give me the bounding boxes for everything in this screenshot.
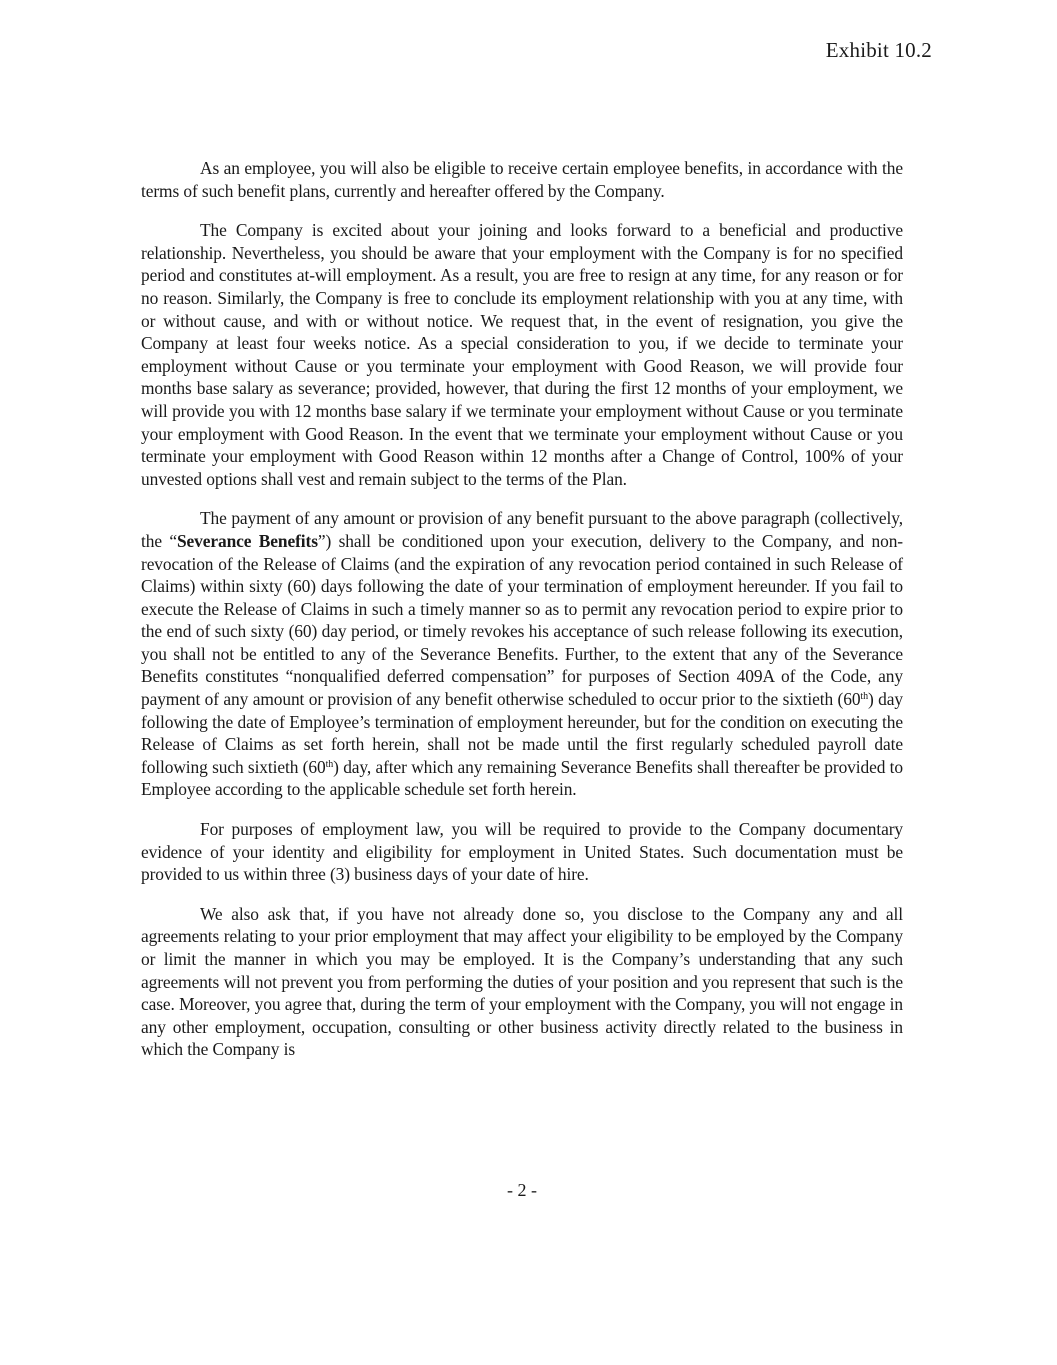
- severance-benefits-term: Severance Benefits: [176, 530, 318, 551]
- severance-text-part3: ) day following the date of Employee’s termination of employment hereunder, but for the condition on executing the Release of Claims as set forth herein, shall not be made until the first regularly scheduled payroll date following such sixtieth (60: [141, 689, 903, 777]
- paragraph-severance-benefits: [141, 507, 903, 801]
- paragraph-employment-eligibility: For purposes of employment law, you will be required to provide to the Company documentary evidence of your identity and eligibility for employment in United States. Such documentation must be provided to us within three (3) business days of your date of hire.: [141, 819, 903, 885]
- ordinal-superscript: th: [860, 691, 869, 703]
- document-body: [141, 157, 903, 1078]
- severance-text-part2: ”) shall be conditioned upon your execution, delivery to the Company, and non-revocation of the Release of Claims (and the expiration of any revocation period contained in such Release of Claims) within sixty (60) days following the date of your termination of employment hereunder. If you fail to execute the Release of Claims in such a timely manner so as to permit any revocation period to expire prior to the end of such sixty (60) day period, or timely revokes his acceptance of such release following its execution, you shall not be entitled to any of the Severance Benefits. Further, to the extent that any of the Severance Benefits constitutes “nonqualified deferred compensation” for purposes of Section 409A of the Code, any payment of any amount or provision of any benefit otherwise scheduled to occur prior to the sixtieth (60: [141, 530, 903, 710]
- severance-text-part4: ) day, after which any remaining Severance Benefits shall thereafter be provided to Employee according to the applicable schedule set forth herein.: [141, 756, 904, 800]
- ordinal-superscript: th: [325, 758, 334, 770]
- severance-text-part1: The payment of any amount or provision of any benefit pursuant to the above paragraph (collectively, the “: [141, 508, 903, 551]
- paragraph-benefits: As an employee, you will also be eligible to receive certain employee benefits, in accordance with the terms of such benefit plans, currently and hereafter offered by the Company.: [141, 158, 903, 201]
- page-number: - 2 -: [507, 1180, 537, 1200]
- paragraph-at-will-employment: The Company is excited about your joining and looks forward to a beneficial and productive relationship. Nevertheless, you should be aware that your employment with the Company is for no specified period and constitutes at-will employment. As a result, you are free to resign at any time, for any reason or for no reason. Similarly, the Company is free to conclude its employment relationship with you at any time, with or without cause, and with or without notice. We request that, in the event of resignation, you give the Company at least four weeks notice. As a special consideration to you, if we decide to terminate your employment without Cause or you terminate your employment with Good Reason, we will provide four months base salary as severance; provided, however, that during the first 12 months of your employment, we will provide you with 12 months base salary if we terminate your employment without Cause or you terminate your employment with Good Reason. In the event that we terminate your employment without Cause or you terminate your employment with Good Reason within 12 months after a Change of Control, 100% of your unvested options shall vest and remain subject to the terms of the Plan.: [141, 220, 903, 489]
- exhibit-label: Exhibit 10.2: [825, 38, 932, 62]
- paragraph-prior-agreements: We also ask that, if you have not already done so, you disclose to the Company any and all agreements relating to your prior employment that may affect your eligibility to be employed by the Company or limit the manner in which you may be employed. It is the Company’s understanding that any such agreements will not prevent you from performing the duties of your position and you represent that such is the case. Moreover, you agree that, during the term of your employment with the Company, you will not engage in any other employment, occupation, consulting or other business activity directly related to the business in which the Company is: [141, 903, 903, 1060]
